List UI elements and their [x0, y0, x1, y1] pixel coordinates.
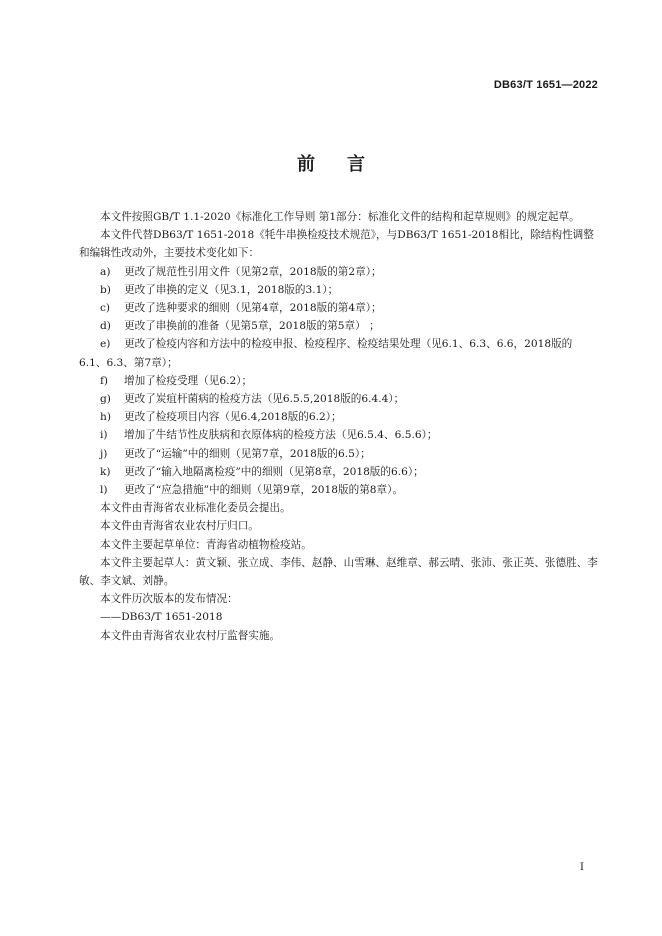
list-item	[79, 390, 599, 408]
list-item-text: 更改了“应急措施”中的细则（见第9章，2018版的第8章）。	[124, 484, 404, 497]
list-item-label: g)	[100, 393, 111, 406]
list-item-text: 更改了串换前的准备（见第5章，2018版的第5章） ；	[124, 320, 380, 333]
list-item	[79, 372, 599, 390]
list-item-label: h)	[100, 411, 111, 424]
list-item-label: f)	[100, 374, 109, 387]
document-body	[79, 208, 599, 645]
paragraph: 本文件由青海省农业农村厅监督实施。	[100, 629, 281, 642]
paragraph: ——DB63/T 1651-2018	[100, 611, 223, 624]
list-item-label: d)	[100, 320, 111, 333]
list-item-label: j)	[100, 447, 108, 460]
list-item	[79, 317, 599, 335]
paragraph: 本文件主要起草人：黄文颖、张立成、李伟、赵静、山雪琳、赵维章、郝云晴、张沛、张正英、张德胜、李敏、李文斌、刘静。	[79, 556, 598, 588]
list-item-text: 更改了选种要求的细则（见第4章，2018版的第4章）；	[124, 302, 382, 315]
list-item-label: l)	[100, 484, 108, 497]
list-item-label: e)	[100, 338, 111, 351]
list-item-text: 更改了检疫项目内容（见6.4,2018版的6.2）；	[124, 411, 342, 424]
list-item	[79, 299, 599, 317]
standard-code: DB63/T 1651—2022	[493, 79, 598, 91]
list-item	[79, 463, 599, 481]
list-item-text: 更改了规范性引用文件（见第2章，2018版的第2章）；	[124, 265, 382, 278]
paragraph: 本文件主要起草单位：青海省动植物检疫站。	[100, 538, 312, 551]
paragraph: 本文件按照GB/T 1.1-2020《标准化工作导则 第1部分：标准化文件的结构和起草规则》的规定起草。	[100, 211, 580, 223]
paragraph: 本文件由青海省农业标准化委员会提出。	[100, 502, 291, 515]
list-item	[79, 481, 599, 499]
list-item	[79, 335, 599, 371]
list-item-label: a)	[100, 265, 111, 278]
page-title: 前言	[297, 154, 397, 175]
paragraph: 本文件由青海省农业农村厅归口。	[100, 520, 259, 533]
list-item-label: b)	[100, 283, 111, 296]
list-item-label: c)	[100, 302, 111, 315]
list-item	[79, 263, 599, 281]
list-item-label: k)	[100, 465, 111, 478]
list-item-text: 更改了串换的定义（见3.1，2018版的3.1）；	[124, 283, 339, 296]
list-item	[79, 426, 599, 444]
paragraph: 本文件历次版本的发布情况：	[100, 593, 238, 606]
list-item-text: 更改了“输入地隔离检疫”中的细则（见第8章，2018版的6.6）；	[124, 465, 424, 478]
list-item-text: 更改了炭疽杆菌病的检疫方法（见6.5.5,2018版的6.4.4）；	[124, 393, 405, 406]
list-item	[79, 445, 599, 463]
list-item	[79, 408, 599, 426]
list-item	[79, 281, 599, 299]
page-number: I	[580, 862, 584, 873]
list-item-text: 增加了牛结节性皮肤病和衣原体病的检疫方法（见6.5.4、6.5.6）；	[124, 429, 438, 442]
list-item-text: 更改了“运输”中的细则（见第7章，2018版的6.5）；	[124, 447, 371, 460]
list-item-text: 更改了检疫内容和方法中的检疫申报、检疫程序、检疫结果处理（见6.1、6.3、6.6，2018版的6.1、6.3、第7章）；	[79, 338, 573, 369]
list-item-text: 增加了检疫受理（见6.2）；	[124, 374, 253, 387]
list-item-label: i)	[100, 429, 108, 442]
change-list	[79, 263, 599, 500]
paragraph: 本文件代替DB63/T 1651-2018《牦牛串换检疫技术规范》，与DB63/T 1651-2018相比，除结构性调整和编辑性改动外，主要技术变化如下：	[79, 229, 594, 260]
